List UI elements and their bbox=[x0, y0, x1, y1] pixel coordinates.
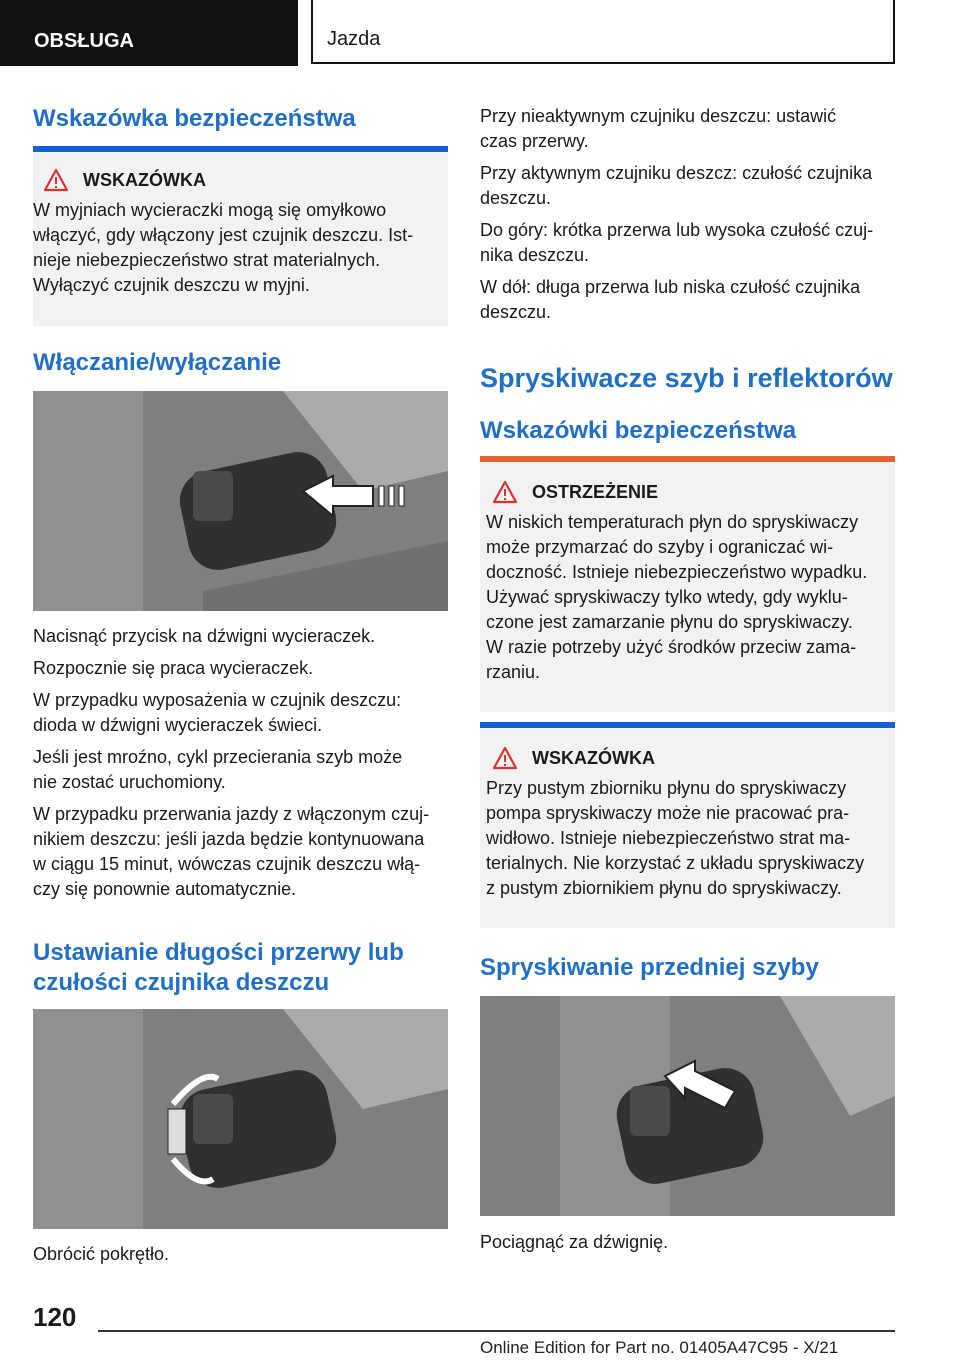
warning-box-wrap bbox=[480, 456, 895, 712]
note2-box-wrap bbox=[480, 722, 895, 928]
warning-triangle-icon bbox=[492, 746, 518, 770]
photo-wiper-pull bbox=[480, 996, 895, 1216]
warning-box bbox=[480, 462, 895, 712]
left-column bbox=[33, 104, 448, 326]
warning-triangle-icon bbox=[43, 168, 69, 192]
heading-washers: Spryskiwacze szyb i reflektorów bbox=[480, 363, 893, 393]
photo-wiper-button bbox=[33, 391, 448, 611]
onoff-text: Nacisnąć przycisk na dźwigni wycieraczek. Rozpocznie się praca wycieraczek. W przypadku wyposażenia w czujnik deszczu: dioda w dźwigni wycieraczek świeci. Jeśli jest mroźno, cykl przecierania szyb może nie zostać uruchomiony. W przypadku przerwania jazdy z włączonym czuj- nikiem deszczu: jeśli jazda będzie kontynuowana w ciągu 15 minut, wówczas czujnik deszczu włą- czy się ponownie automatycznie. bbox=[33, 626, 430, 899]
heading-onoff: Włączanie/wyłączanie bbox=[33, 349, 282, 376]
heading-front-washer: Spryskiwanie przedniej szyby bbox=[480, 954, 819, 981]
heading-safety-2: Wskazówki bezpieczeństwa bbox=[480, 417, 797, 444]
edition-text: Online Edition for Part no. 01405A47C95 - X/21 bbox=[480, 1338, 839, 1357]
warning-triangle-icon bbox=[492, 480, 518, 504]
photo-wiper-dial bbox=[33, 1009, 448, 1229]
right-top-text: Przy nieaktywnym czujniku deszczu: ustawić czas przerwy. Przy aktywnym czujniku deszcz: czułość czujnika deszczu. Do góry: krótka przerwa lub wysoka czułość czuj- nika deszczu. W dół: długa przerwa lub niska czułość czujnika deszczu. bbox=[480, 106, 874, 322]
page-number: 120 bbox=[33, 1302, 77, 1332]
header-chapter: Jazda bbox=[311, 0, 895, 64]
note-text: W myjniach wycieraczki mogą się omyłkowo włączyć, gdy włączony jest czujnik deszczu. Ist- nieje niebezpieczeństwo strat materialnych. Wyłączyć czujnik deszczu w myjni. bbox=[33, 200, 414, 295]
note-box bbox=[33, 152, 448, 326]
heading-interval: Ustawianie długości przerwy lub czułości czujnika deszczu bbox=[33, 939, 404, 996]
pull-text: Pociągnąć za dźwignię. bbox=[480, 1232, 669, 1252]
note2-box bbox=[480, 728, 895, 928]
warning-text: W niskich temperaturach płyn do spryskiwaczy może przymarzać do szyby i ograniczać wi- doczność. Istnieje niebezpieczeństwo wypadku. Używać spryskiwaczy tylko wtedy, gdy wyklu- czone jest zamarzanie płynu do spryskiwaczy. W razie potrzeby użyć środków przeciw zama- rzaniu. bbox=[486, 512, 868, 682]
warning-title: OSTRZEŻENIE bbox=[532, 481, 659, 502]
note-title: WSKAZÓWKA bbox=[83, 169, 206, 190]
note2-text: Przy pustym zbiorniku płynu do spryskiwaczy pompa spryskiwaczy może nie pracować pra- widłowo. Istnieje niebezpieczeństwo strat ma- terialnych. Nie korzystać z układu spryskiwaczy z pustym zbiornikiem płynu do spryskiwaczy. bbox=[486, 778, 865, 898]
footer-divider bbox=[98, 1330, 895, 1332]
header-section: OBSŁUGA bbox=[0, 0, 298, 66]
heading-safety: Wskazówka bezpieczeństwa bbox=[33, 105, 356, 132]
note2-title: WSKAZÓWKA bbox=[532, 747, 655, 768]
rotate-text: Obrócić pokrętło. bbox=[33, 1244, 170, 1264]
